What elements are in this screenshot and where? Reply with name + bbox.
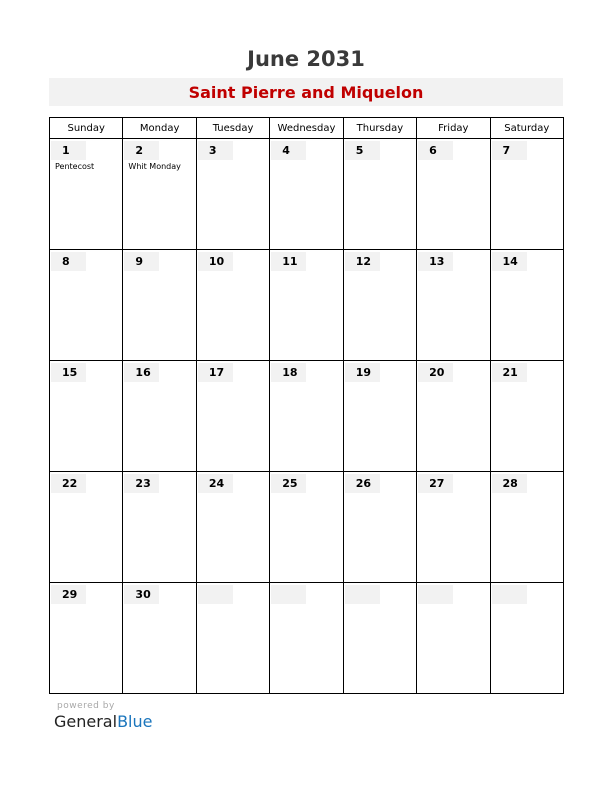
date-number: 2: [124, 141, 159, 160]
day-cell: [490, 361, 563, 472]
day-cell: [417, 139, 490, 250]
calendar-grid: [49, 117, 564, 694]
week-row: [50, 250, 564, 361]
weekday-header: Friday: [417, 118, 490, 139]
weekday-header: Thursday: [343, 118, 416, 139]
date-number: [271, 585, 306, 604]
day-cell: [417, 361, 490, 472]
weekday-header: Monday: [123, 118, 196, 139]
day-cell: [123, 472, 196, 583]
week-row: [50, 472, 564, 583]
day-cell: [50, 472, 123, 583]
date-number: [492, 585, 527, 604]
date-number: 16: [124, 363, 159, 382]
day-cell: [343, 361, 416, 472]
date-number: 13: [418, 252, 453, 271]
day-cell: [417, 583, 490, 694]
day-cell: [50, 583, 123, 694]
date-number: 1: [51, 141, 86, 160]
weekday-header: Saturday: [490, 118, 563, 139]
day-cell: [123, 583, 196, 694]
day-cell: [270, 472, 343, 583]
weekday-header: Tuesday: [196, 118, 269, 139]
date-number: [198, 585, 233, 604]
date-number: [345, 585, 380, 604]
date-number: 24: [198, 474, 233, 493]
date-number: 19: [345, 363, 380, 382]
date-number: 17: [198, 363, 233, 382]
country-banner: [49, 78, 563, 106]
day-cell: [196, 250, 269, 361]
date-number: 23: [124, 474, 159, 493]
day-cell: [196, 583, 269, 694]
day-cell: [270, 583, 343, 694]
day-cell: [123, 250, 196, 361]
day-cell: [123, 139, 196, 250]
day-cell: [123, 361, 196, 472]
day-cell: [270, 361, 343, 472]
date-number: 8: [51, 252, 86, 271]
day-cell: [490, 472, 563, 583]
date-number: 18: [271, 363, 306, 382]
holiday-label: Whit Monday: [128, 162, 181, 171]
date-number: [418, 585, 453, 604]
date-number: 12: [345, 252, 380, 271]
day-cell: [270, 139, 343, 250]
day-cell: [343, 139, 416, 250]
month-title: June 2031: [247, 47, 365, 71]
week-row: [50, 139, 564, 250]
day-cell: [490, 583, 563, 694]
date-number: 28: [492, 474, 527, 493]
day-cell: [343, 583, 416, 694]
holiday-label: Pentecost: [55, 162, 95, 171]
day-cell: [343, 472, 416, 583]
date-number: 21: [492, 363, 527, 382]
day-cell: [490, 139, 563, 250]
day-cell: [196, 472, 269, 583]
date-number: 15: [51, 363, 86, 382]
weekday-header: Sunday: [50, 118, 123, 139]
day-cell: [417, 250, 490, 361]
logo-general-text: General: [54, 712, 118, 731]
day-cell: [50, 250, 123, 361]
day-cell: [50, 139, 123, 250]
weekday-header-row: [50, 118, 564, 139]
date-number: 3: [198, 141, 233, 160]
date-number: 4: [271, 141, 306, 160]
day-cell: [270, 250, 343, 361]
logo-blue-text: Blue: [117, 712, 153, 731]
date-number: 22: [51, 474, 86, 493]
weekday-header: Wednesday: [270, 118, 343, 139]
date-number: 27: [418, 474, 453, 493]
date-number: 6: [418, 141, 453, 160]
day-cell: [490, 250, 563, 361]
day-cell: [417, 472, 490, 583]
week-row: [50, 583, 564, 694]
country-name: Saint Pierre and Miquelon: [188, 83, 424, 102]
week-row: [50, 361, 564, 472]
powered-by-text: powered by: [57, 701, 115, 711]
day-cell: [196, 139, 269, 250]
date-number: 11: [271, 252, 306, 271]
date-number: 26: [345, 474, 380, 493]
day-cell: [50, 361, 123, 472]
date-number: 5: [345, 141, 380, 160]
date-number: 20: [418, 363, 453, 382]
date-number: 9: [124, 252, 159, 271]
date-number: 7: [492, 141, 527, 160]
date-number: 14: [492, 252, 527, 271]
generalblue-logo[interactable]: [54, 712, 152, 731]
date-number: 25: [271, 474, 306, 493]
date-number: 10: [198, 252, 233, 271]
day-cell: [196, 361, 269, 472]
day-cell: [343, 250, 416, 361]
date-number: 30: [124, 585, 159, 604]
date-number: 29: [51, 585, 86, 604]
